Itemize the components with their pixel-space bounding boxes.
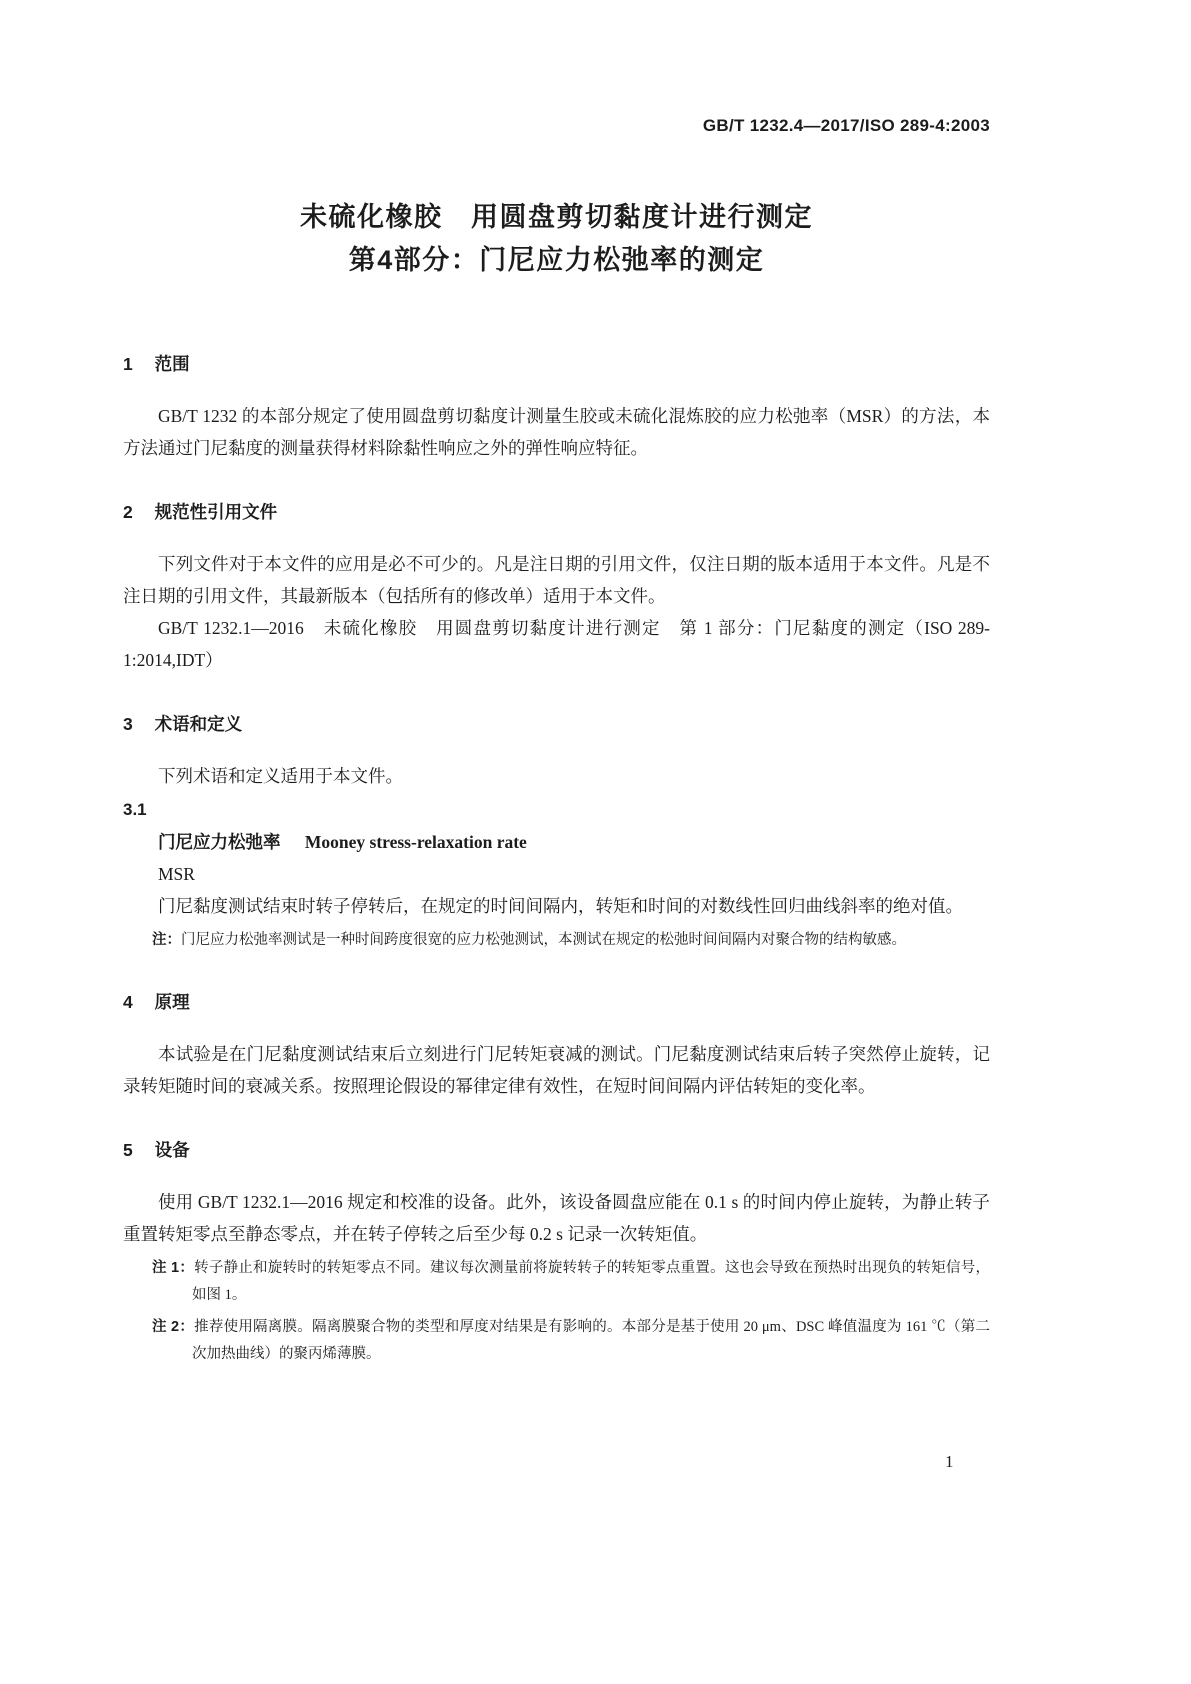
section-2-title: 规范性引用文件 xyxy=(154,502,278,522)
section-scope xyxy=(123,352,990,464)
section-3-heading xyxy=(123,712,990,736)
section-5-number: 5 xyxy=(123,1140,133,1160)
term-name-zh: 门尼应力松弛率 xyxy=(158,832,281,852)
section-2-number: 2 xyxy=(123,502,133,522)
page-number: 1 xyxy=(945,1452,954,1471)
section-5-title: 设备 xyxy=(154,1140,190,1160)
term-abbreviation: MSR xyxy=(158,864,195,884)
principle-paragraph: 本试验是在门尼黏度测试结束后立刻进行门尼转矩衰减的测试。门尼黏度测试结束后转子突然停止旋转，记录转矩随时间的衰减关系。按照理论假设的幂律定律有效性，在短时间间隔内评估转矩的变化率。 xyxy=(123,1044,990,1096)
section-apparatus xyxy=(123,1138,990,1368)
apparatus-note-1 xyxy=(152,1255,990,1309)
apparatus-note-2-label: 注 2： xyxy=(152,1319,195,1335)
section-3-number: 3 xyxy=(123,714,133,734)
term-note-label: 注： xyxy=(152,932,181,948)
document-content xyxy=(123,0,990,1368)
apparatus-paragraph: 使用 GB/T 1232.1—2016 规定和校准的设备。此外，该设备圆盘应能在 0.1 s 的时间内停止旋转，为静止转子重置转矩零点至静态零点，并在转子停转之后至少每 0.2 s 记录一次转矩值。 xyxy=(123,1192,990,1244)
section-normative-references xyxy=(123,500,990,676)
section-5-heading xyxy=(123,1138,990,1162)
section-1-heading xyxy=(123,352,990,376)
normative-reference-entry: GB/T 1232.1—2016 未硫化橡胶 用圆盘剪切黏度计进行测定 第 1 部分：门尼黏度的测定（ISO 289-1:2014,IDT） xyxy=(123,618,990,670)
terms-intro: 下列术语和定义适用于本文件。 xyxy=(158,766,403,786)
doc-title-line-1: 未硫化橡胶 用圆盘剪切黏度计进行测定 xyxy=(300,202,813,232)
doc-title-line-2: 第4部分：门尼应力松弛率的测定 xyxy=(348,245,765,275)
section-4-number: 4 xyxy=(123,992,133,1012)
apparatus-note-1-text: 转子静止和旋转时的转矩零点不同。建议每次测量前将旋转转子的转矩零点重置。这也会导致在预热时出现负的转矩信号，如图 1。 xyxy=(192,1260,991,1303)
section-1-number: 1 xyxy=(123,354,133,374)
term-name-en: Mooney stress-relaxation rate xyxy=(304,832,527,852)
doc-number: GB/T 1232.4—2017/ISO 289-4:2003 xyxy=(702,116,990,135)
normative-references-paragraph: 下列文件对于本文件的应用是必不可少的。凡是注日期的引用文件，仅注日期的版本适用于本文件。凡是不注日期的引用文件，其最新版本（包括所有的修改单）适用于本文件。 xyxy=(123,554,990,606)
term-note xyxy=(152,927,990,954)
section-3-title: 术语和定义 xyxy=(154,714,243,734)
term-note-text: 门尼应力松弛率测试是一种时间跨度很宽的应力松弛测试，本测试在规定的松弛时间间隔内对聚合物的结构敏感。 xyxy=(181,932,906,948)
scope-paragraph: GB/T 1232 的本部分规定了使用圆盘剪切黏度计测量生胶或未硫化混炼胶的应力松弛率（MSR）的方法，本方法通过门尼黏度的测量获得材料除黏性响应之外的弹性响应特征。 xyxy=(123,406,990,458)
section-1-title: 范围 xyxy=(154,354,190,374)
section-2-heading xyxy=(123,500,990,524)
doc-title xyxy=(123,196,990,282)
term-entry-number: 3.1 xyxy=(123,800,147,819)
apparatus-note-2 xyxy=(152,1314,990,1368)
term-definition: 门尼黏度测试结束时转子停转后，在规定的时间间隔内，转矩和时间的对数线性回归曲线斜率的绝对值。 xyxy=(158,896,963,916)
section-principle xyxy=(123,990,990,1102)
apparatus-note-2-text: 推荐使用隔离膜。隔离膜聚合物的类型和厚度对结果是有影响的。本部分是基于使用 20 μm、DSC 峰值温度为 161 ℃（第二次加热曲线）的聚丙烯薄膜。 xyxy=(192,1319,990,1362)
section-terms-definitions xyxy=(123,712,990,954)
section-4-heading xyxy=(123,990,990,1014)
section-4-title: 原理 xyxy=(154,992,190,1012)
term-name-line xyxy=(123,826,990,858)
apparatus-note-1-label: 注 1： xyxy=(152,1260,195,1276)
